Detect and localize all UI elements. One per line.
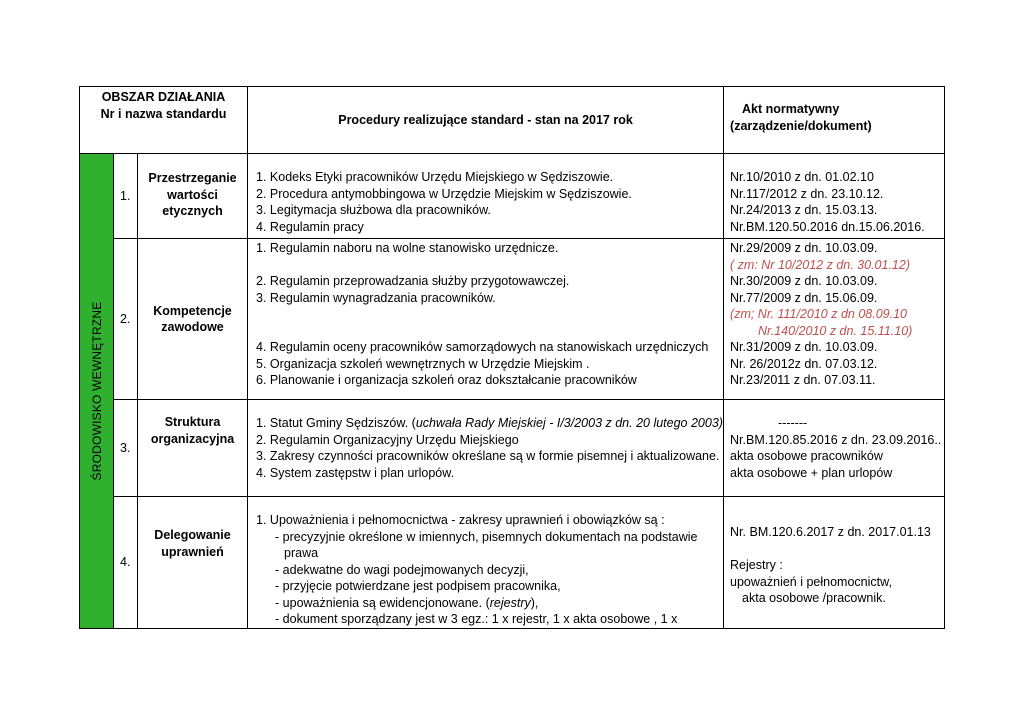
act-item: akta osobowe pracowników xyxy=(730,449,883,463)
row-number: 4. xyxy=(114,497,138,629)
acts-cell xyxy=(724,239,945,400)
act-item: Rejestry : xyxy=(730,558,783,572)
act-item: upoważnień i pełnomocnictw, xyxy=(730,574,892,589)
act-item: Nr.30/2009 z dn. 10.03.09. xyxy=(730,274,878,288)
acts-cell xyxy=(724,400,945,497)
standard-name-cell xyxy=(138,239,248,400)
act-item: ------- xyxy=(778,416,808,430)
act-item: Nr.24/2013 z dn. 15.03.13. xyxy=(730,203,878,217)
standard-name-cell xyxy=(138,497,248,629)
procedure-subitem: - dokument sporządzany jest w 3 egz.: 1 x rejestr, 1 x akta osobowe , 1 x xyxy=(275,612,678,626)
standard-name-line: wartości xyxy=(167,187,218,202)
act-item: Nr. BM.120.6.2017 z dn. 2017.01.13 xyxy=(730,525,931,539)
table-row xyxy=(80,154,945,239)
procedure-subitem: - upoważnienia są ewidencjonowane. (rejestry), xyxy=(275,595,539,610)
standard-name-cell xyxy=(138,400,248,497)
act-header-cell xyxy=(724,87,945,154)
row-number: 1. xyxy=(114,154,138,239)
act-item: Nr.77/2009 z dn. 15.06.09. xyxy=(730,290,878,305)
act-item: Nr.BM.120.85.2016 z dn. 23.09.2016.. xyxy=(730,432,942,447)
act-amendment: Nr.140/2010 z dn. 15.11.10) xyxy=(758,323,913,338)
page-title: Procedury realizujące standard - stan na 2017 rok xyxy=(248,87,724,154)
standard-name-line: Przestrzeganie xyxy=(148,171,237,185)
standards-table xyxy=(79,86,945,629)
procedure-item: 1. Regulamin naboru na wolne stanowisko urzędnicze. xyxy=(256,241,559,255)
area-subtitle: Nr i nazwa standardu xyxy=(100,106,227,121)
procedures-cell xyxy=(248,239,724,400)
act-amendment: ( zm: Nr 10/2012 z dn. 30.01.12) xyxy=(730,257,910,272)
procedure-item: 2. Regulamin Organizacyjny Urzędu Miejskiego xyxy=(256,432,519,447)
procedure-item: 1. Statut Gminy Sędziszów. (uchwała Rady Miejskiej - I/3/2003 z dn. 20 lutego 2003) xyxy=(256,416,723,430)
procedure-subitem: - adekwatne do wagi podejmowanych decyzji, xyxy=(275,562,529,577)
procedures-cell xyxy=(248,497,724,629)
procedure-item: 1. Upoważnienia i pełnomocnictwa - zakresy uprawnień i obowiązków są : xyxy=(256,513,665,527)
area-header-cell xyxy=(80,87,248,154)
act-item: Nr.31/2009 z dn. 10.03.09. xyxy=(730,340,878,354)
row-number: 3. xyxy=(114,400,138,497)
act-amendment: (zm; Nr. 111/2010 z dn 08.09.10 xyxy=(730,307,907,321)
procedure-item: 2. Regulamin przeprowadzania służby przygotowawczej. xyxy=(256,274,570,288)
procedures-cell xyxy=(248,400,724,497)
table-row xyxy=(80,497,945,629)
act-item: Nr.BM.120.50.2016 dn.15.06.2016. xyxy=(730,219,925,234)
procedure-item: 4. System zastępstw i plan urlopów. xyxy=(256,465,455,480)
procedure-item: 2. Procedura antymobbingowa w Urzędzie Miejskim w Sędziszowie. xyxy=(256,186,632,201)
procedure-item: 3. Zakresy czynności pracowników określane są w formie pisemnej i aktualizowane. xyxy=(256,449,720,463)
procedures-cell xyxy=(248,154,724,239)
area-title: OBSZAR DZIAŁANIA xyxy=(101,90,226,104)
procedure-citation: uchwała Rady Miejskiej - I/3/2003 z dn. 20 lutego 2003) xyxy=(415,416,723,430)
procedure-item: 4. Regulamin oceny pracowników samorządowych na stanowiskach urzędniczych xyxy=(256,340,709,354)
standard-name-cell xyxy=(138,154,248,239)
standard-name-line: Delegowanie xyxy=(154,528,231,542)
area-label-cell xyxy=(80,154,114,629)
procedure-subitem: - przyjęcie potwierdzane jest podpisem pracownika, xyxy=(275,579,561,593)
standard-name-line: organizacyjna xyxy=(150,431,235,446)
act-item: Nr.29/2009 z dn. 10.03.09. xyxy=(730,241,878,255)
table-row xyxy=(80,400,945,497)
procedure-subitem: - precyzyjnie określone w imiennych, pisemnych dokumentach na podstawie xyxy=(275,529,698,544)
standard-name-line: Kompetencje xyxy=(153,303,232,318)
procedure-item: 1. Kodeks Etyki pracowników Urzędu Miejskiego w Sędziszowie. xyxy=(256,170,614,184)
standard-name-line: uprawnień xyxy=(161,544,224,559)
act-item: akta osobowe /pracownik. xyxy=(742,591,886,605)
procedure-item: 5. Organizacja szkoleń wewnętrznych w Urzędzie Miejskim . xyxy=(256,356,590,371)
procedure-item: 3. Legitymacja służbowa dla pracowników. xyxy=(256,203,491,217)
act-item: Nr. 26/2012z dn. 07.03.12. xyxy=(730,356,878,371)
header-row xyxy=(80,87,945,154)
acts-cell xyxy=(724,497,945,629)
procedure-subitem: prawa xyxy=(284,546,319,560)
act-item: Nr.10/2010 z dn. 01.02.10 xyxy=(730,170,874,184)
procedure-item: 6. Planowanie i organizacja szkoleń oraz dokształcanie pracowników xyxy=(256,373,637,387)
procedure-item: 3. Regulamin wynagradzania pracowników. xyxy=(256,290,496,305)
row-number: 2. xyxy=(114,239,138,400)
area-label: ŚRODOWISKO WEWNĘTRZNE xyxy=(89,301,104,481)
act-item: Nr.117/2012 z dn. 23.10.12. xyxy=(730,186,884,201)
act-header-line1: Akt normatywny xyxy=(742,102,840,116)
standard-name-line: zawodowe xyxy=(161,320,224,334)
standard-name-line: etycznych xyxy=(162,204,223,218)
acts-cell xyxy=(724,154,945,239)
procedure-item: 4. Regulamin pracy xyxy=(256,219,364,234)
act-item: akta osobowe + plan urlopów xyxy=(730,465,893,480)
act-item: Nr.23/2011 z dn. 07.03.11. xyxy=(730,373,876,387)
act-header-line2: (zarządzenie/dokument) xyxy=(730,118,872,133)
standard-name-line: Struktura xyxy=(164,415,221,429)
table-row xyxy=(80,239,945,400)
